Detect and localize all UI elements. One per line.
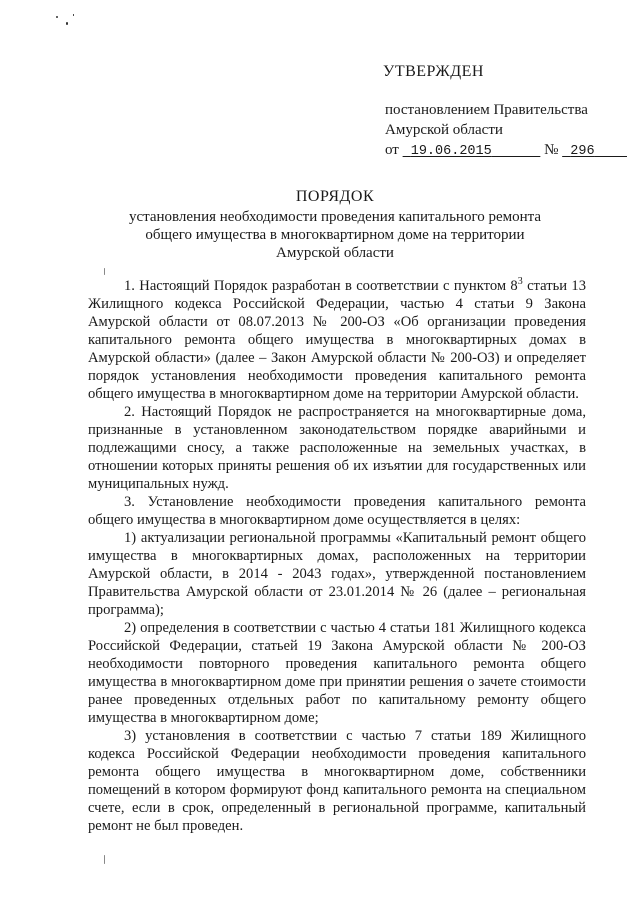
approval-line: постановлением Правительства <box>385 102 588 118</box>
document-body <box>88 277 586 835</box>
approval-date-line <box>385 140 625 162</box>
document-subtitle: Амурской области <box>276 245 394 261</box>
scan-mark <box>104 268 105 275</box>
list-item: 3) установления в соответствии с частью 7 статьи 189 Жилищного кодекса Российской Федерации необходимости проведения капитального ремонта общего имущества в многоквартирном доме, собственники помещений в котором формируют фонд капитального ремонта на специальном счете, если в срок, определенный в региональной программе, капитальный ремонт не был проведен. <box>88 728 586 834</box>
list-item: 1) актуализации региональной программы «Капитальный ремонт общего имущества в многоквартирных домах, расположенных на территории Амурской области, в 2014 - 2043 годах», утвержденной постановлением Правительства Амурской области от 23.01.2014 № 26 (далее – региональная программа); <box>88 530 586 618</box>
approval-line: Амурской области <box>385 122 503 138</box>
scan-mark <box>66 22 68 25</box>
list-item: 2) определения в соответствии с частью 4 статьи 181 Жилищного кодекса Российской Федерации, статьей 19 Закона Амурской области № 200-ОЗ необходимости повторного проведения капитального ремонта общего имущества в многоквартирном доме при принятии решения о зачете стоимости ранее проведенных отдельных работ по капитальному ремонту общего имущества в многоквартирном доме; <box>88 620 586 726</box>
document-subtitle: общего имущества в многоквартирном доме на территории <box>145 227 525 243</box>
paragraph-1: 1. Настоящий Порядок разработан в соответствии с пунктом $8^3$ статьи 13 Жилищного кодекса Российской Федерации, частью 4 статьи 9 Закона Амурской области от 08.07.2013 № 200-ОЗ «Об организации проведения капитального ремонта общего имущества в многоквартирных домах в Амурской области» (далее – Закон Амурской области № 200-ОЗ) и определяет порядок установления необходимости проведения капитального ремонта общего имущества в многоквартирном доме на территории Амурской области. <box>88 276 587 402</box>
scan-mark <box>104 855 105 864</box>
title-block <box>40 188 630 262</box>
approval-date: 19.06.2015 <box>410 144 492 159</box>
scan-mark <box>56 16 58 18</box>
paragraph-2: 2. Настоящий Порядок не распространяется на многоквартирные дома, признанные в установленном законодательством порядке аварийными и подлежащими сносу, а также расположенные на земельных участках, в отношении которых приняты решения об их изъятии для государственных или муниципальных нужд. <box>88 404 586 492</box>
number-prefix: № <box>544 142 559 158</box>
approval-number: 296 <box>570 144 595 159</box>
superscript: 3 <box>517 276 523 288</box>
paragraph-3: 3. Установление необходимости проведения капитального ремонта общего имущества в многоквартирном доме осуществляется в целях: <box>88 494 586 528</box>
document-title: ПОРЯДОК <box>295 188 375 205</box>
date-prefix: от <box>385 142 399 158</box>
document-subtitle: установления необходимости проведения капитального ремонта <box>128 209 542 225</box>
approval-stamp <box>385 62 625 162</box>
scan-mark <box>73 14 74 16</box>
approved-heading: УТВЕРЖДЕН <box>383 63 484 80</box>
